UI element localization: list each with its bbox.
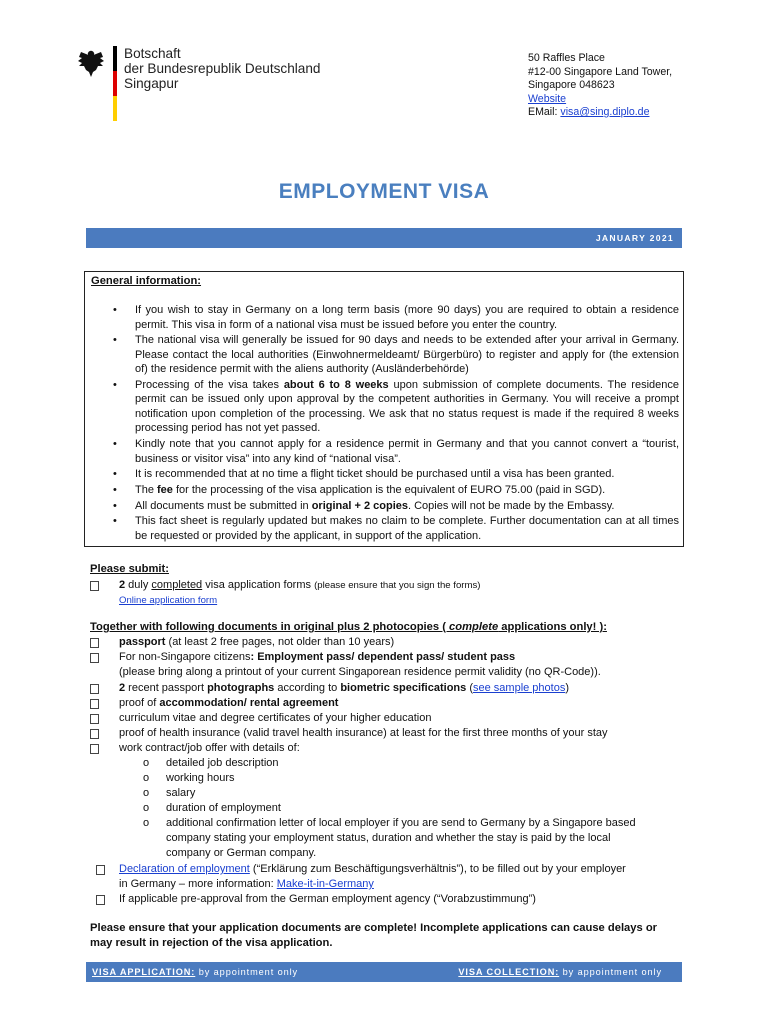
date-bar [86, 228, 682, 248]
checkbox-icon[interactable] [90, 638, 99, 648]
checkbox-icon[interactable] [96, 895, 105, 905]
submit-heading: Please submit: [90, 563, 169, 575]
checklist-item-contract: work contract/job offer with details of: [90, 741, 300, 756]
sub-bullet-icon: o [143, 802, 150, 814]
embassy-name [124, 46, 320, 91]
declaration-of-employment-link[interactable]: Declaration of employment [119, 863, 250, 875]
checkbox-icon[interactable] [90, 744, 99, 754]
general-info-item: • All documents must be submitted in original + 2 copies. Copies will not be made by the Embassy. [113, 499, 615, 512]
visa-collection-note: VISA COLLECTION: by appointment only [458, 967, 662, 977]
checkbox-icon[interactable] [96, 865, 105, 875]
make-it-in-germany-link[interactable]: Make-it-in-Germany [276, 878, 374, 890]
sub-bullet-icon: o [143, 772, 150, 784]
date-label: JANUARY 2021 [595, 233, 674, 243]
embassy-line-2: der Bundesrepublik Deutschland [124, 61, 321, 76]
sub-bullet-icon: o [143, 787, 150, 799]
general-info-item: • The national visa will generally be issued for 90 days and needs to be extended after your arrival in Germany. Please contact the local authorities (Einwohnermeldeamt/ Bürgerbüro) to register and apply for (the extension of) the residence permit with the aliens authority (Ausländerbehörde) [113, 334, 679, 376]
footer-bar [86, 962, 682, 982]
address-line-3: Singapore 048623 [528, 79, 615, 91]
bullet-icon: • [113, 304, 117, 316]
page-title: EMPLOYMENT VISA [278, 180, 490, 203]
checklist-item-passport: passport (at least 2 free pages, not older than 10 years) [90, 635, 394, 650]
checklist-item-photographs: 2 recent passport photographs according to biometric specifications (see sample photos) [90, 681, 569, 696]
general-info-item: • It is recommended that at no time a flight ticket should be purchased until a visa has been granted. [113, 468, 615, 481]
contract-extra-line-3: company or German company. [166, 847, 317, 859]
bullet-icon: • [113, 378, 117, 391]
general-info-item: • This fact sheet is regularly updated but makes no claim to be complete. Further documentation can at all times be requested or provided by the applicant, in support of the application. [113, 515, 679, 542]
checkbox-icon[interactable] [90, 653, 99, 663]
sub-bullet-icon: o [143, 817, 150, 829]
embassy-address [528, 52, 672, 120]
contract-detail-item: salary [166, 787, 196, 799]
checkbox-icon[interactable] [90, 684, 99, 694]
checkbox-icon[interactable] [90, 581, 99, 591]
general-info-item: • Kindly note that you cannot apply for a residence permit in Germany and that you cannot convert a “tourist, business or visitor visa” into any kind of “national visa”. [113, 438, 679, 465]
checklist-item-non-sg-pass: For non-Singapore citizens: Employment pass/ dependent pass/ student pass [90, 650, 515, 665]
general-info-heading: General information: [91, 275, 202, 287]
checklist-item-declaration: Declaration of employment (“Erklärung zum Beschäftigungsverhältnis”), to be filled out by your employer [96, 862, 626, 877]
email-label: EMail: [528, 106, 561, 118]
german-flag-stripe [113, 46, 117, 121]
embassy-line-1: Botschaft [124, 46, 181, 61]
general-info-item: • Processing of the visa takes about 6 to 8 weeks upon submission of complete documents. The residence permit can be issued only upon approval by the competent authorities in Germany. You will receive a prompt notification upon completion of the processing. We ask that no status request is made if the required 8 weeks processing period has not yet passed. [113, 378, 679, 435]
checkbox-icon[interactable] [90, 714, 99, 724]
federal-eagle-icon [76, 48, 106, 78]
general-info-item: • The fee for the processing of the visa application is the equivalent of EURO 75.00 (paid in SGD). [113, 483, 606, 496]
bullet-icon: • [113, 515, 117, 528]
checklist-item-accommodation: proof of accommodation/ rental agreement [90, 696, 338, 711]
documents-heading: Together with following documents in original plus 2 photocopies ( complete applications only! ): [90, 621, 607, 633]
sub-bullet-icon: o [143, 757, 150, 769]
checkbox-icon[interactable] [90, 699, 99, 709]
general-info-item: • If you wish to stay in Germany on a long term basis (more 90 days) you are required to obtain a residence permit. This visa in form of a national visa must be issued before you enter the country. [113, 304, 679, 331]
closing-note: Please ensure that your application documents are complete! Incomplete applications can cause delays or may result in rejection of the visa application. [90, 922, 658, 949]
email-link[interactable]: visa@sing.diplo.de [560, 106, 650, 118]
checklist-item-cv: curriculum vitae and degree certificates of your higher education [90, 711, 431, 726]
general-info-box [84, 271, 684, 547]
bullet-icon: • [113, 483, 117, 496]
checklist-item-preapproval: If applicable pre-approval from the German employment agency (“Vorabzustimmung”) [96, 892, 536, 907]
sample-photos-link[interactable]: see sample photos [473, 682, 566, 694]
address-line-1: 50 Raffles Place [528, 52, 605, 64]
declaration-more-info: in Germany – more information: Make-it-in-Germany [119, 878, 374, 890]
bullet-icon: • [113, 334, 117, 347]
contract-detail-item: working hours [166, 772, 235, 784]
contract-extra-line-1: additional confirmation letter of local employer if you are send to Germany by a Singapore based [166, 817, 636, 829]
letterhead [0, 0, 768, 130]
bullet-icon: • [113, 438, 117, 451]
checklist-item-insurance: proof of health insurance (valid travel health insurance) at least for the first three months of your stay [90, 726, 608, 741]
bullet-icon: • [113, 468, 117, 481]
embassy-line-3: Singapur [124, 76, 179, 91]
contract-detail-item: duration of employment [166, 802, 281, 814]
visa-application-note: VISA APPLICATION: by appointment only [92, 967, 299, 977]
address-line-2: #12-00 Singapore Land Tower, [528, 65, 673, 78]
checklist-item-forms: 2 duly completed visa application forms (please ensure that you sign the forms) [90, 578, 480, 593]
checkbox-icon[interactable] [90, 729, 99, 739]
online-application-form-link[interactable]: Online application form [119, 595, 218, 606]
non-sg-pass-note: (please bring along a printout of your current Singaporean residence permit validity (no QR-Code)). [119, 666, 601, 678]
contract-extra-line-2: company stating your employment status, duration and whether the stay is paid by the local [166, 832, 611, 844]
general-info-list [85, 303, 685, 545]
contract-detail-item: detailed job description [166, 757, 279, 769]
website-link[interactable]: Website [528, 92, 567, 105]
bullet-icon: • [113, 499, 117, 512]
